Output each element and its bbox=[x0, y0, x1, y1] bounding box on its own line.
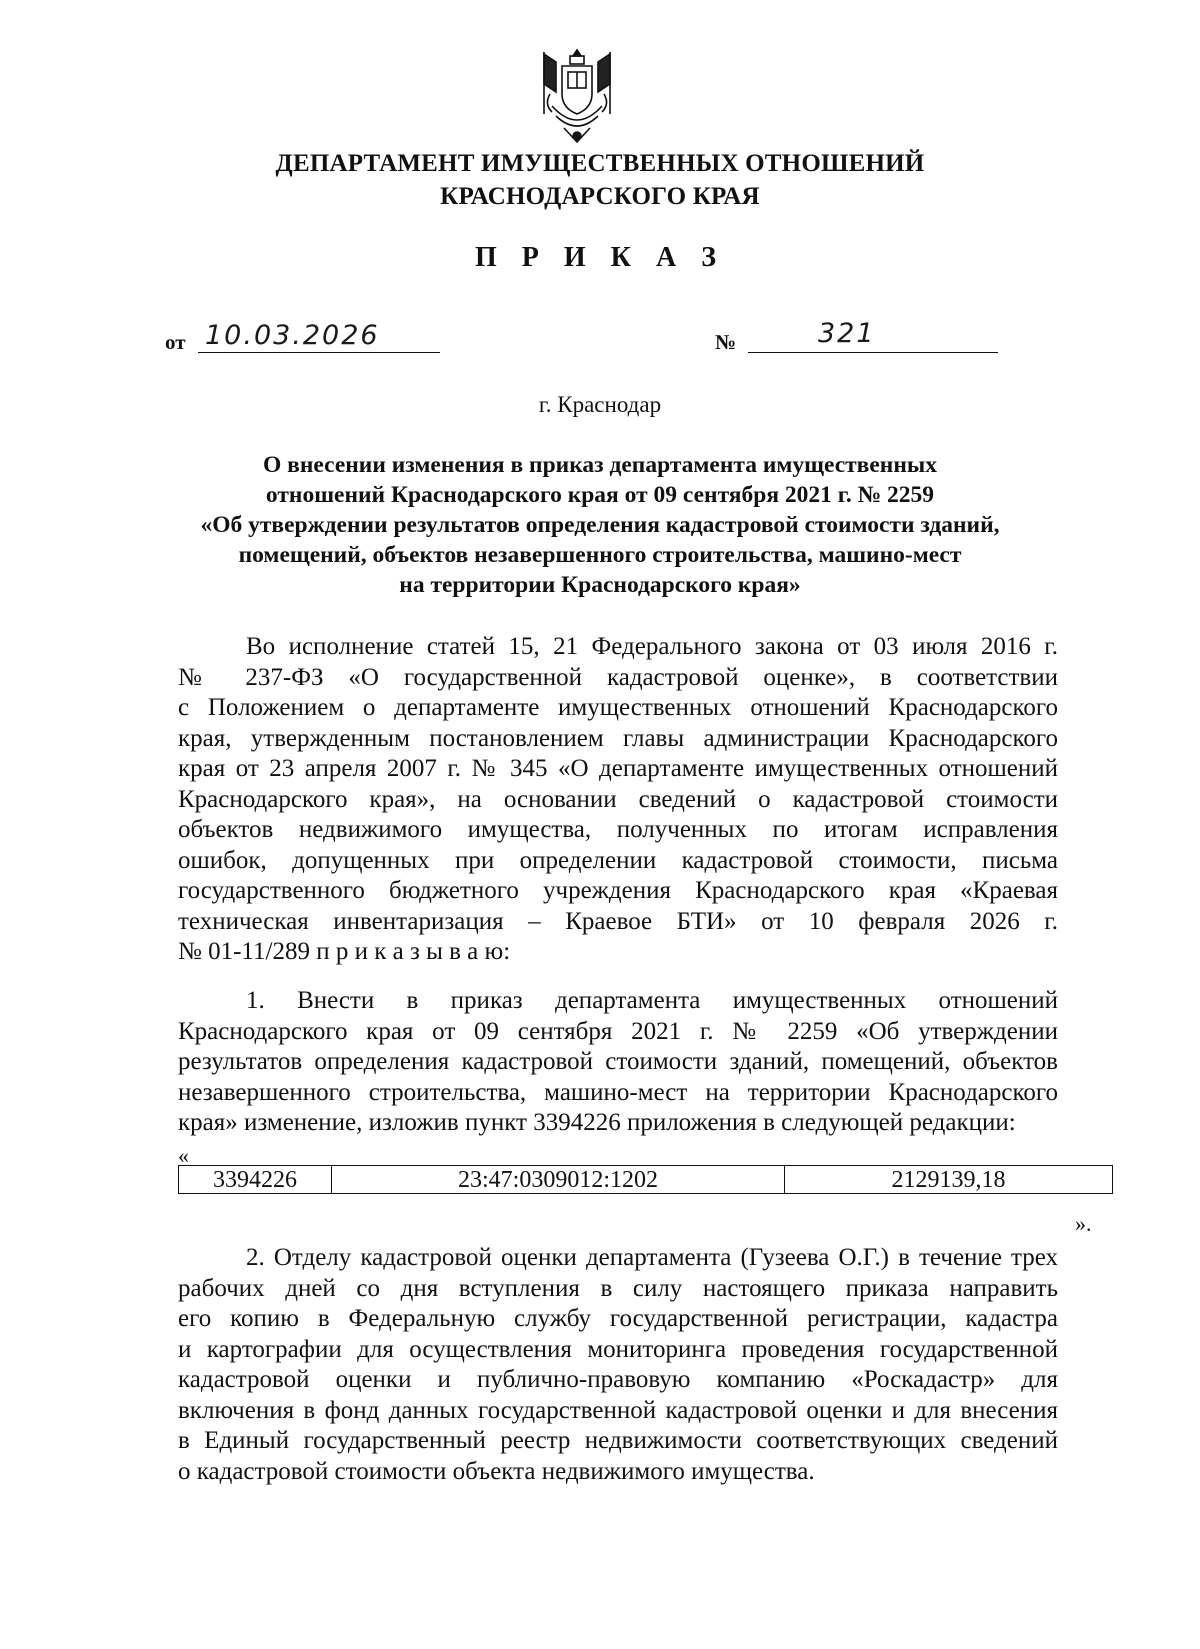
item-number-cell: 3394226 bbox=[179, 1166, 332, 1194]
coat-of-arms-icon bbox=[534, 44, 620, 148]
title-line: «Об утверждении результатов определения кадастровой стоимости зданий, bbox=[200, 512, 1000, 538]
quote-close: ». bbox=[1075, 1211, 1092, 1236]
clause-1-paragraph bbox=[178, 986, 1058, 1139]
text-line: и картографии для осуществления мониторинга проведения государственной bbox=[178, 1335, 1058, 1363]
text-line: его копию в Федеральную службу государственной регистрации, кадастра bbox=[178, 1305, 1058, 1332]
text-line: № 237-ФЗ «О государственной кадастровой оценке», в соответствии bbox=[178, 663, 1058, 691]
number-underline bbox=[748, 352, 998, 353]
text-line: края» изменение, изложив пункт 3394226 приложения в следующей редакции: bbox=[178, 1109, 1016, 1136]
text-line: рабочих дней со дня вступления в силу настоящего приказа направить bbox=[178, 1274, 1058, 1302]
text-line: 1. Внести в приказ департамента имущественных отношений bbox=[246, 987, 1058, 1014]
clause-2-paragraph bbox=[178, 1243, 1058, 1487]
text-line: государственного бюджетного учреждения Краснодарского края «Краевая bbox=[178, 877, 1058, 904]
amendment-table bbox=[178, 1165, 1113, 1194]
text-line: Краснодарского края», на основании сведений о кадастровой стоимости bbox=[178, 785, 1058, 813]
text-line: в Единый государственный реестр недвижимости соответствующих сведений bbox=[178, 1427, 1058, 1454]
text-line: техническая инвентаризация – Краевое БТИ» от 10 февраля 2026 г. bbox=[178, 907, 1058, 935]
text-line: 2. Отделу кадастровой оценки департамента (Гузеева О.Г.) в течение трех bbox=[246, 1244, 1058, 1271]
text-line: объектов недвижимого имущества, полученных по итогам исправления bbox=[178, 816, 1058, 843]
text-line: Во исполнение статей 15, 21 Федерального закона от 03 июля 2016 г. bbox=[246, 633, 1058, 660]
department-name-line1: ДЕПАРТАМЕНТ ИМУЩЕСТВЕННЫХ ОТНОШЕНИЙ bbox=[275, 150, 925, 177]
text-line: № 01-11/289 п р и к а з ы в а ю: bbox=[178, 938, 511, 965]
date-underline bbox=[198, 352, 440, 353]
date-label: от bbox=[165, 330, 186, 354]
text-line: включения в фонд данных государственной кадастровой оценки и для внесения bbox=[178, 1396, 1058, 1424]
preamble-paragraph bbox=[178, 632, 1058, 968]
text-line: Краснодарского края от 09 сентября 2021 г. № 2259 «Об утверждении bbox=[178, 1017, 1058, 1045]
text-line: с Положением о департаменте имущественных отношений Краснодарского bbox=[178, 694, 1058, 721]
quote-open: « bbox=[178, 1143, 189, 1168]
title-line: отношений Краснодарского края от 09 сентября 2021 г. № 2259 bbox=[265, 482, 935, 508]
department-name-line2: КРАСНОДАРСКОГО КРАЯ bbox=[440, 183, 760, 210]
text-line: о кадастровой стоимости объекта недвижимого имущества. bbox=[178, 1457, 815, 1485]
date-value: 10.03.2026 bbox=[205, 320, 380, 351]
text-line: края от 23 апреля 2007 г. № 345 «О департаменте имущественных отношений bbox=[178, 755, 1058, 782]
text-line: кадастровой оценки и публично-правовую компанию «Роскадастр» для bbox=[178, 1366, 1058, 1393]
cadastral-value-cell: 2129139,18 bbox=[785, 1166, 1113, 1194]
number-label: № bbox=[715, 330, 737, 354]
city: г. Краснодар bbox=[538, 392, 662, 417]
text-line: результатов определения кадастровой стоимости зданий, помещений, объектов bbox=[178, 1048, 1058, 1075]
table-row bbox=[179, 1166, 1113, 1194]
text-line: края, утвержденным постановлением главы администрации Краснодарского bbox=[178, 724, 1058, 752]
title-line: помещений, объектов незавершенного строительства, машино-мест bbox=[238, 542, 962, 568]
document-type: П Р И К А З bbox=[475, 242, 725, 273]
document-title bbox=[140, 450, 1060, 600]
text-line: незавершенного строительства, машино-мест на территории Краснодарского bbox=[178, 1078, 1058, 1106]
title-line: О внесении изменения в приказ департамента имущественных bbox=[263, 452, 937, 478]
cadastral-number-cell: 23:47:0309012:1202 bbox=[332, 1166, 785, 1194]
number-value: 321 bbox=[818, 318, 876, 349]
title-line: на территории Краснодарского края» bbox=[399, 572, 801, 598]
text-line: ошибок, допущенных при определении кадастровой стоимости, письма bbox=[178, 846, 1058, 874]
